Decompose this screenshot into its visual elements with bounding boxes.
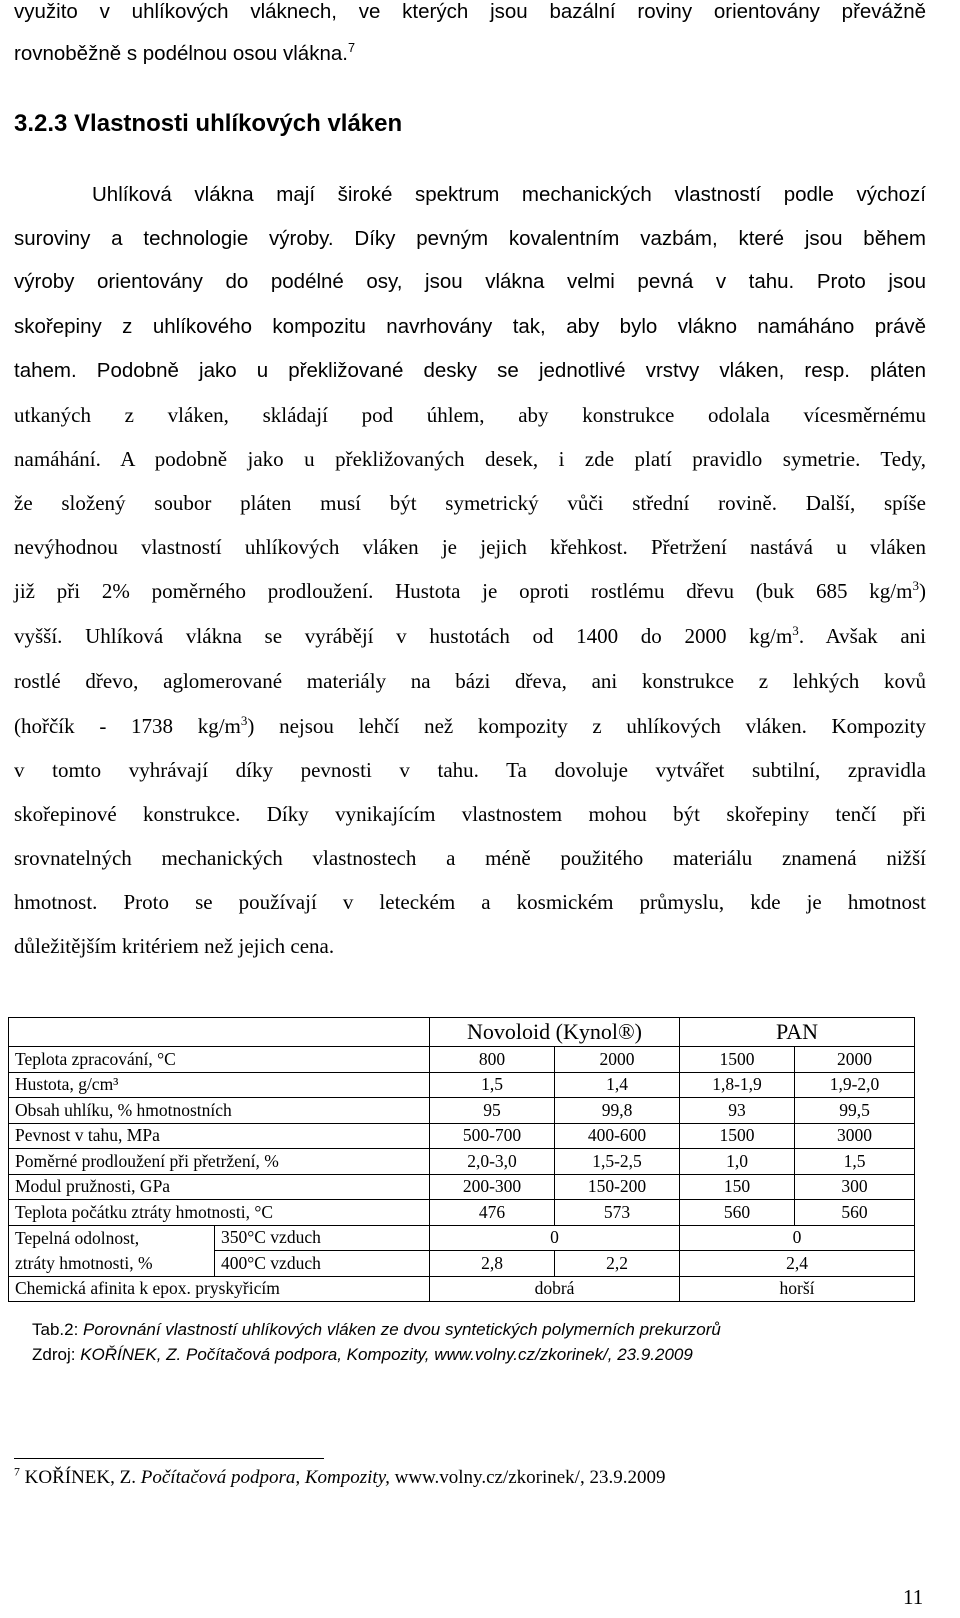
text-line: nevýhodnou vlastností uhlíkových vláken je jejich křehkost. Přetržení nastává u vláken [14, 535, 926, 559]
footnote [14, 1467, 665, 1489]
text-line: rostlé dřevo, aglomerované materiály na bázi dřeva, ani konstrukce z lehkých kovů [14, 669, 926, 693]
table-caption [32, 1320, 721, 1340]
row-label: Tepelná odolnost, [9, 1225, 215, 1251]
row-label: Teplota zpracování, °C [9, 1047, 430, 1073]
table-cell: 400-600 [555, 1123, 680, 1149]
table-cell: 3000 [795, 1123, 915, 1149]
column-group-pan: PAN [680, 1018, 915, 1047]
table-cell: horší [680, 1276, 915, 1302]
text-fragment: vyšší. Uhlíková vlákna se vyrábějí v hustotách od 1400 do 2000 kg/m [14, 624, 793, 648]
superscript: 3 [240, 713, 248, 728]
table-cell: 0 [680, 1225, 915, 1251]
table-row [9, 1200, 915, 1226]
table-row [9, 1174, 915, 1200]
section-heading: 3.2.3 Vlastnosti uhlíkových vláken [14, 110, 403, 137]
table-cell: 1500 [680, 1123, 795, 1149]
table-cell: 93 [680, 1098, 795, 1124]
table-cell: 95 [430, 1098, 555, 1124]
source-label: Zdroj: [32, 1345, 76, 1364]
superscript: 3 [792, 623, 799, 638]
table-cell: 560 [795, 1200, 915, 1226]
table-cell: 1,8-1,9 [680, 1072, 795, 1098]
table-cell: 0 [430, 1225, 680, 1251]
row-label: Chemická afinita k epox. pryskyřicím [9, 1276, 430, 1302]
condition-label: 400°C vzduch [215, 1251, 430, 1277]
footnote-title: Počítačová podpora, Kompozity, [140, 1467, 390, 1488]
table-cell: 99,5 [795, 1098, 915, 1124]
table-cell: 150 [680, 1174, 795, 1200]
row-label: Pevnost v tahu, MPa [9, 1123, 430, 1149]
table-cell: 2000 [555, 1047, 680, 1073]
table-cell: dobrá [430, 1276, 680, 1302]
table-cell: 573 [555, 1200, 680, 1226]
table-cell: 1,5 [795, 1149, 915, 1175]
source-line [32, 1345, 693, 1365]
table-row [9, 1072, 915, 1098]
table-cell: 476 [430, 1200, 555, 1226]
text-line [14, 624, 926, 649]
table-row [9, 1149, 915, 1175]
text-line: že složený soubor pláten musí být symetrický vůči střední rovině. Další, spíše [14, 491, 926, 515]
text-fragment: rovnoběžně s podélnou osou vlákna. [14, 42, 348, 65]
table-row [9, 1123, 915, 1149]
source-url: www.volny.cz/zkorinek/, 23.9.2009 [434, 1345, 693, 1364]
text-line: utkaných z vláken, skládají pod úhlem, aby konstrukce odolala vícesměrnému [14, 403, 926, 427]
text-line: důležitějším kritériem než jejich cena. [14, 934, 335, 958]
footnote-reference: 7 [347, 40, 356, 56]
text-fragment: . Avšak ani [798, 624, 926, 648]
source-title: Počítačová podpora, Kompozity, [186, 1345, 430, 1364]
text-fragment: již při 2% poměrného prodloužení. Hustota je oproti rostlému dřevu (buk 685 kg/m [14, 579, 913, 603]
text-line: výroby orientovány do podélné osy, jsou vlákna velmi pevná v tahu. Proto jsou [14, 270, 926, 293]
table-cell: 1500 [680, 1047, 795, 1073]
caption-label: Tab.2: [32, 1320, 79, 1339]
page-number: 11 [903, 1585, 924, 1609]
table-header-row [9, 1018, 915, 1047]
footnote-author: KOŘÍNEK, Z. [24, 1467, 136, 1488]
text-fragment: (hořčík - 1738 kg/m [14, 714, 241, 738]
table-cell: 200-300 [430, 1174, 555, 1200]
row-label: Modul pružnosti, GPa [9, 1174, 430, 1200]
table-header-corner [9, 1018, 430, 1047]
footnote-source: www.volny.cz/zkorinek/, 23.9.2009 [394, 1467, 666, 1488]
table-cell: 150-200 [555, 1174, 680, 1200]
text-line [14, 714, 926, 739]
table-cell: 800 [430, 1047, 555, 1073]
table-cell: 99,8 [555, 1098, 680, 1124]
table-row [9, 1098, 915, 1124]
footnote-number: 7 [14, 1465, 20, 1479]
row-label: ztráty hmotnosti, % [9, 1251, 215, 1277]
table-cell: 2,2 [555, 1251, 680, 1277]
table-row [9, 1251, 915, 1277]
footnote-separator [14, 1458, 324, 1459]
table-row [9, 1047, 915, 1073]
text-line: využito v uhlíkových vláknech, ve kterých jsou bazální roviny orientovány převážně [14, 0, 926, 23]
text-line: skořepinové konstrukce. Díky vynikajícím vlastnostem mohou být skořepiny tenčí při [14, 802, 926, 826]
text-line [14, 579, 926, 604]
text-line: Uhlíková vlákna mají široké spektrum mechanických vlastností podle výchozí [92, 183, 926, 206]
table-cell: 300 [795, 1174, 915, 1200]
text-line: v tomto vyhrávají díky pevnosti v tahu. Ta dovoluje vytvářet subtilní, zpravidla [14, 758, 926, 782]
table-cell: 1,5 [430, 1072, 555, 1098]
table-cell: 1,4 [555, 1072, 680, 1098]
properties-table [8, 1017, 915, 1302]
row-label: Poměrné prodloužení při přetržení, % [9, 1149, 430, 1175]
source-author: KOŘÍNEK, Z. [80, 1345, 182, 1364]
column-group-novoloid: Novoloid (Kynol®) [430, 1018, 680, 1047]
table-cell: 500-700 [430, 1123, 555, 1149]
text-fragment: ) [919, 579, 926, 603]
caption-text: Porovnání vlastností uhlíkových vláken ze dvou syntetických polymerních prekurzorů [83, 1320, 721, 1339]
row-label: Hustota, g/cm³ [9, 1072, 430, 1098]
row-label: Obsah uhlíku, % hmotnostních [9, 1098, 430, 1124]
table-cell: 560 [680, 1200, 795, 1226]
table-cell: 2,4 [680, 1251, 915, 1277]
condition-label: 350°C vzduch [215, 1225, 430, 1251]
table-cell: 1,9-2,0 [795, 1072, 915, 1098]
table-cell: 2000 [795, 1047, 915, 1073]
text-line: skořepiny z uhlíkového kompozitu navrhovány tak, aby bylo vlákno namáháno právě [14, 315, 926, 338]
text-line [14, 42, 355, 66]
table-row [9, 1276, 915, 1302]
text-fragment: ) nejsou lehčí než kompozity z uhlíkových vláken. Kompozity [247, 714, 927, 738]
superscript: 3 [912, 578, 919, 593]
text-line: tahem. Podobně jako u překližované desky se jednotlivé vrstvy vláken, resp. pláten [14, 359, 926, 382]
table-cell: 1,0 [680, 1149, 795, 1175]
text-line: srovnatelných mechanických vlastnostech a méně použitého materiálu znamená nižší [14, 846, 926, 870]
table-cell: 2,8 [430, 1251, 555, 1277]
text-line: suroviny a technologie výroby. Díky pevným kovalentním vazbám, které jsou během [14, 227, 926, 250]
table-row [9, 1225, 915, 1251]
row-label: Teplota počátku ztráty hmotnosti, °C [9, 1200, 430, 1226]
table-cell: 1,5-2,5 [555, 1149, 680, 1175]
table-cell: 2,0-3,0 [430, 1149, 555, 1175]
text-line: namáhání. A podobně jako u překližovaných desek, i zde platí pravidlo symetrie. Tedy, [14, 447, 926, 471]
text-line: hmotnost. Proto se používají v leteckém a kosmickém průmyslu, kde je hmotnost [14, 890, 926, 914]
